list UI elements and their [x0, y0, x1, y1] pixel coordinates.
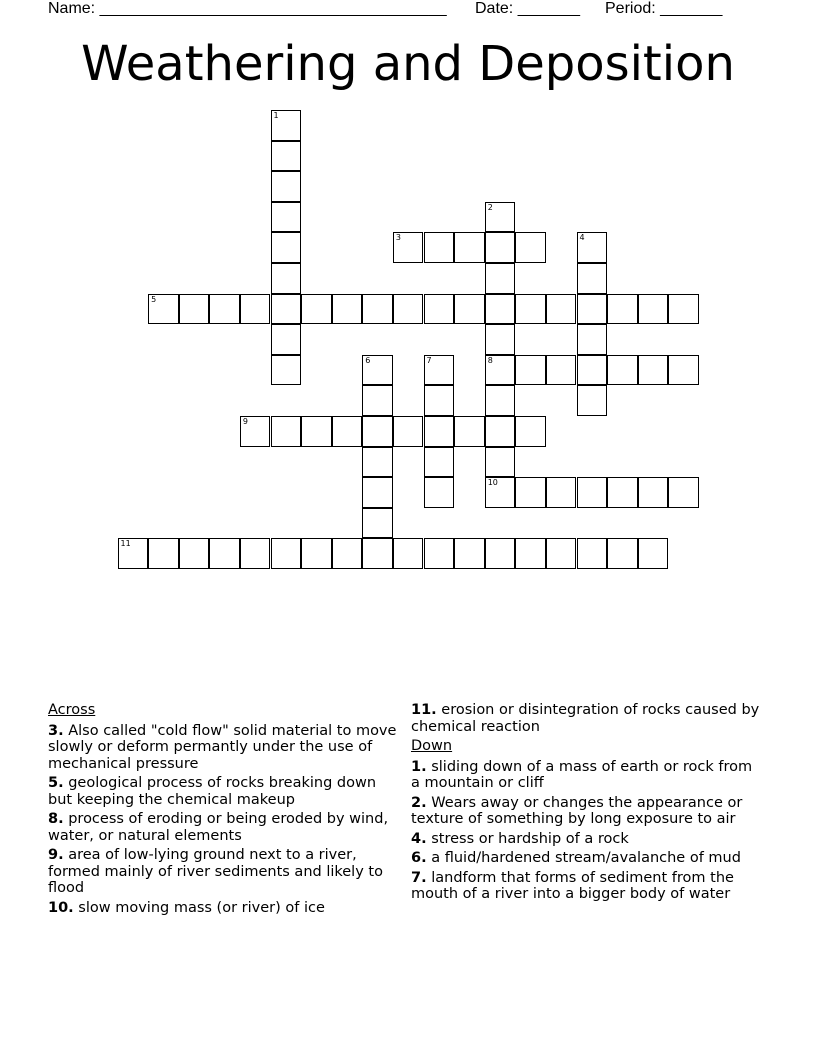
- grid-cell[interactable]: [271, 263, 302, 294]
- grid-cell[interactable]: [271, 171, 302, 202]
- grid-cell[interactable]: [271, 141, 302, 172]
- clue-number: 8.: [48, 811, 64, 827]
- grid-cell[interactable]: [577, 263, 608, 294]
- grid-cell[interactable]: [485, 355, 516, 386]
- grid-cell[interactable]: [179, 294, 210, 325]
- cell-number: 9: [242, 417, 248, 426]
- grid-cell[interactable]: [362, 385, 393, 416]
- clue-number: 10.: [48, 899, 74, 916]
- grid-cell[interactable]: [607, 355, 638, 386]
- clue-number: 3.: [48, 722, 64, 739]
- grid-cell[interactable]: [240, 538, 271, 569]
- cell-number: 1: [273, 111, 279, 120]
- grid-cell[interactable]: [393, 416, 424, 447]
- grid-cell[interactable]: [577, 385, 608, 416]
- grid-cell[interactable]: [577, 477, 608, 508]
- grid-cell[interactable]: [332, 294, 363, 325]
- grid-cell[interactable]: [362, 447, 393, 478]
- grid-cell[interactable]: [332, 416, 363, 447]
- clue-down-2: [411, 795, 763, 828]
- grid-cell[interactable]: [301, 294, 332, 325]
- grid-cell[interactable]: [271, 202, 302, 233]
- cell-number: 3: [395, 233, 401, 243]
- grid-cell[interactable]: [485, 538, 516, 569]
- grid-cell[interactable]: [515, 232, 546, 263]
- down-heading: Down: [411, 738, 453, 754]
- cell-number: 7: [426, 355, 432, 365]
- grid-cell[interactable]: [485, 294, 516, 325]
- grid-cell[interactable]: [240, 416, 271, 447]
- grid-cell[interactable]: [546, 355, 577, 386]
- grid-cell[interactable]: [362, 508, 393, 539]
- clue-down-6: [411, 850, 763, 867]
- grid-cell[interactable]: [118, 538, 149, 569]
- name-field[interactable]: Name: _______________________________________: [48, 0, 447, 17]
- grid-cell[interactable]: [638, 538, 669, 569]
- clue-number: 9.: [48, 847, 64, 863]
- grid-cell[interactable]: [454, 538, 485, 569]
- clue-across-5: [48, 775, 400, 808]
- grid-cell[interactable]: [668, 477, 699, 508]
- clue-text: a fluid/hardened stream/avalanche of mud: [431, 850, 741, 866]
- grid-cell[interactable]: [668, 294, 699, 325]
- grid-cell[interactable]: [424, 477, 455, 508]
- grid-cell[interactable]: [393, 232, 424, 263]
- clue-text: geological process of rocks breaking down but keeping the chemical makeup: [48, 775, 377, 808]
- grid-cell[interactable]: [485, 232, 516, 263]
- clue-number: 11.: [411, 702, 437, 718]
- grid-cell[interactable]: [638, 294, 669, 325]
- clue-down-1: [411, 759, 763, 792]
- grid-cell[interactable]: [424, 416, 455, 447]
- clue-number: 5.: [48, 775, 64, 791]
- grid-cell[interactable]: [546, 538, 577, 569]
- clues-right-column: [411, 702, 763, 906]
- cell-number: 4: [579, 233, 585, 243]
- grid-cell[interactable]: [240, 294, 271, 325]
- grid-cell[interactable]: [362, 294, 393, 325]
- clue-across-11: [411, 702, 763, 735]
- clue-across-8: [48, 811, 400, 844]
- period-field[interactable]: Period: _______: [605, 0, 723, 17]
- grid-cell[interactable]: [424, 538, 455, 569]
- clue-text: area of low-lying ground next to a river, formed mainly of river sediments and likely to flood: [48, 847, 383, 896]
- header-line: [48, 0, 748, 20]
- grid-cell[interactable]: [179, 538, 210, 569]
- clues-left-column: [48, 702, 400, 919]
- clue-number: 2.: [411, 794, 427, 811]
- grid-cell[interactable]: [638, 477, 669, 508]
- grid-cell[interactable]: [424, 355, 455, 386]
- grid-cell[interactable]: [454, 232, 485, 263]
- clue-number: 1.: [411, 758, 427, 775]
- clue-text: landform that forms of sediment from the mouth of a river into a bigger body of water: [411, 869, 734, 902]
- grid-cell[interactable]: [271, 538, 302, 569]
- grid-cell[interactable]: [607, 294, 638, 325]
- grid-cell[interactable]: [485, 477, 516, 508]
- clue-text: process of eroding or being eroded by wind, water, or natural elements: [48, 811, 389, 844]
- grid-cell[interactable]: [515, 294, 546, 325]
- grid-cell[interactable]: [515, 477, 546, 508]
- grid-cell[interactable]: [546, 294, 577, 325]
- grid-cell[interactable]: [209, 294, 240, 325]
- clue-number: 7.: [411, 869, 427, 886]
- clue-text: sliding down of a mass of earth or rock from a mountain or cliff: [411, 758, 753, 791]
- grid-cell[interactable]: [607, 477, 638, 508]
- grid-cell[interactable]: [362, 355, 393, 386]
- clue-text: Wears away or changes the appearance or texture of something by long exposure to air: [411, 794, 743, 827]
- grid-cell[interactable]: [454, 416, 485, 447]
- clue-text: stress or hardship of a rock: [431, 830, 629, 847]
- cell-number: 8: [487, 355, 493, 365]
- grid-cell[interactable]: [485, 447, 516, 478]
- clue-number: 6.: [411, 850, 427, 866]
- grid-cell[interactable]: [485, 263, 516, 294]
- grid-cell[interactable]: [148, 294, 179, 325]
- grid-cell[interactable]: [485, 324, 516, 355]
- grid-cell[interactable]: [424, 232, 455, 263]
- grid-cell[interactable]: [454, 294, 485, 325]
- grid-cell[interactable]: [271, 294, 302, 325]
- grid-cell[interactable]: [668, 355, 699, 386]
- across-heading: Across: [48, 702, 96, 718]
- grid-cell[interactable]: [485, 202, 516, 233]
- grid-cell[interactable]: [577, 538, 608, 569]
- grid-cell[interactable]: [362, 416, 393, 447]
- clue-text: slow moving mass (or river) of ice: [78, 899, 325, 916]
- grid-cell[interactable]: [271, 110, 302, 141]
- grid-cell[interactable]: [393, 294, 424, 325]
- grid-cell[interactable]: [607, 538, 638, 569]
- clue-down-4: [411, 831, 763, 848]
- grid-cell[interactable]: [362, 477, 393, 508]
- grid-cell[interactable]: [424, 447, 455, 478]
- clue-text: Also called "cold flow" solid material to move slowly or deform permantly under the use of mechanical pressure: [48, 722, 397, 772]
- grid-cell[interactable]: [393, 538, 424, 569]
- grid-cell[interactable]: [301, 416, 332, 447]
- grid-cell[interactable]: [485, 385, 516, 416]
- grid-cell[interactable]: [515, 538, 546, 569]
- grid-cell[interactable]: [515, 355, 546, 386]
- cell-number: 10: [487, 478, 498, 488]
- grid-cell[interactable]: [424, 294, 455, 325]
- clue-number: 4.: [411, 830, 427, 847]
- grid-cell[interactable]: [271, 416, 302, 447]
- grid-cell[interactable]: [577, 294, 608, 325]
- grid-cell[interactable]: [515, 416, 546, 447]
- clue-across-9: [48, 847, 400, 897]
- grid-cell[interactable]: [362, 538, 393, 569]
- clue-across-10: [48, 900, 400, 917]
- cell-number: 5: [151, 294, 157, 304]
- grid-cell[interactable]: [577, 232, 608, 263]
- grid-cell[interactable]: [546, 477, 577, 508]
- cell-number: 11: [120, 539, 131, 549]
- grid-cell[interactable]: [271, 355, 302, 386]
- cell-number: 6: [365, 355, 371, 365]
- grid-cell[interactable]: [148, 538, 179, 569]
- clue-text: erosion or disintegration of rocks caused by chemical reaction: [411, 702, 760, 735]
- grid-cell[interactable]: [271, 232, 302, 263]
- grid-cell[interactable]: [638, 355, 669, 386]
- cell-number: 2: [487, 202, 493, 212]
- grid-cell[interactable]: [424, 385, 455, 416]
- grid-cell[interactable]: [301, 538, 332, 569]
- grid-cell[interactable]: [271, 324, 302, 355]
- clue-down-7: [411, 870, 763, 903]
- page-title: Weathering and Deposition: [81, 36, 735, 92]
- grid-cell[interactable]: [209, 538, 240, 569]
- date-field[interactable]: Date: _______: [475, 0, 580, 17]
- grid-cell[interactable]: [577, 355, 608, 386]
- grid-cell[interactable]: [577, 324, 608, 355]
- grid-cell[interactable]: [332, 538, 363, 569]
- grid-cell[interactable]: [485, 416, 516, 447]
- clue-across-3: [48, 723, 400, 773]
